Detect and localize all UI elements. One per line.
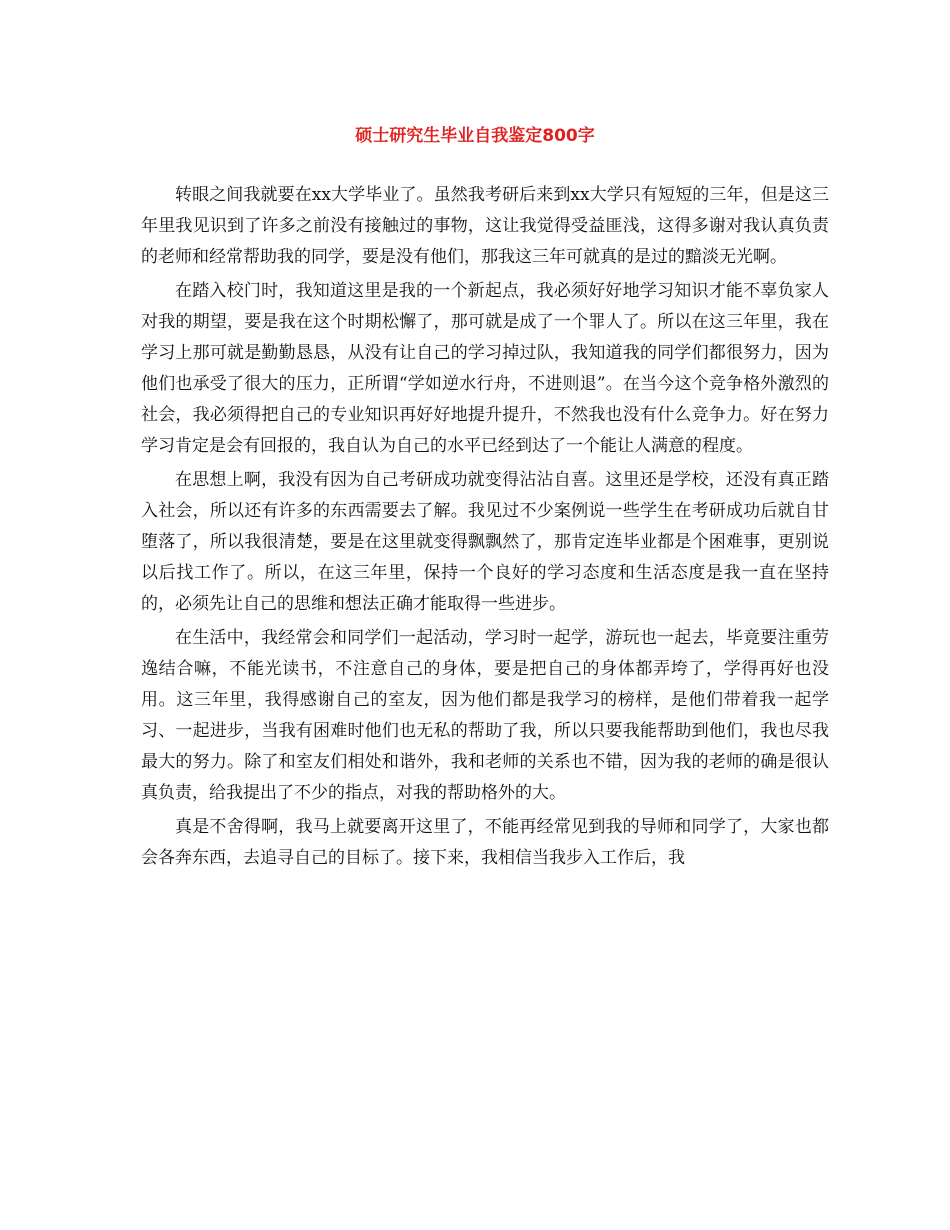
document-title: 硕士研究生毕业自我鉴定800字 xyxy=(355,126,595,146)
paragraph: 转眼之间我就要在xx大学毕业了。虽然我考研后来到xx大学只有短短的三年，但是这三年里我见识到了许多之前没有接触过的事物，这让我觉得受益匪浅，这得多谢对我认真负责的老师和经常帮助我的同学，要是没有他们，那我这三年可就真的是过的黯淡无光啊。 xyxy=(141,185,829,267)
paragraph: 在思想上啊，我没有因为自己考研成功就变得沾沾自喜。这里还是学校，还没有真正踏入社会，所以还有许多的东西需要去了解。我见过不少案例说一些学生在考研成功后就自甘堕落了，所以我很清楚，要是在这里就变得飘飘然了，那肯定连毕业都是个困难事，更别说以后找工作了。所以，在这三年里，保持一个良好的学习态度和生活态度是我一直在坚持的，必须先让自己的思维和想法正确才能取得一些进步。 xyxy=(141,470,829,614)
document-body xyxy=(141,180,829,877)
paragraph: 真是不舍得啊，我马上就要离开这里了，不能再经常见到我的导师和同学了，大家也都会各奔东西，去追寻自己的目标了。接下来，我相信当我步入工作后，我 xyxy=(141,817,829,868)
paragraph: 在生活中，我经常会和同学们一起活动，学习时一起学，游玩也一起去，毕竟要注重劳逸结合嘛，不能光读书，不注意自己的身体，要是把自己的身体都弄垮了，学得再好也没用。这三年里，我得感谢自己的室友，因为他们都是我学习的榜样，是他们带着我一起学习、一起进步，当我有困难时他们也无私的帮助了我，所以只要我能帮助到他们，我也尽我最大的努力。除了和室友们相处和谐外，我和老师的关系也不错，因为我的老师的确是很认真负责，给我提出了不少的指点，对我的帮助格外的大。 xyxy=(141,628,829,803)
paragraph: 在踏入校门时，我知道这里是我的一个新起点，我必须好好地学习知识才能不辜负家人对我的期望，要是我在这个时期松懈了，那可就是成了一个罪人了。所以在这三年里，我在学习上那可就是勤勤恳恳，从没有让自己的学习掉过队，我知道我的同学们都很努力，因为他们也承受了很大的压力，正所谓“学如逆水行舟，不进则退”。在当今这个竞争格外激烈的社会，我必须得把自己的专业知识再好好地提升提升，不然我也没有什么竞争力。好在努力学习肯定是会有回报的，我自认为自己的水平已经到达了一个能让人满意的程度。 xyxy=(141,281,829,456)
